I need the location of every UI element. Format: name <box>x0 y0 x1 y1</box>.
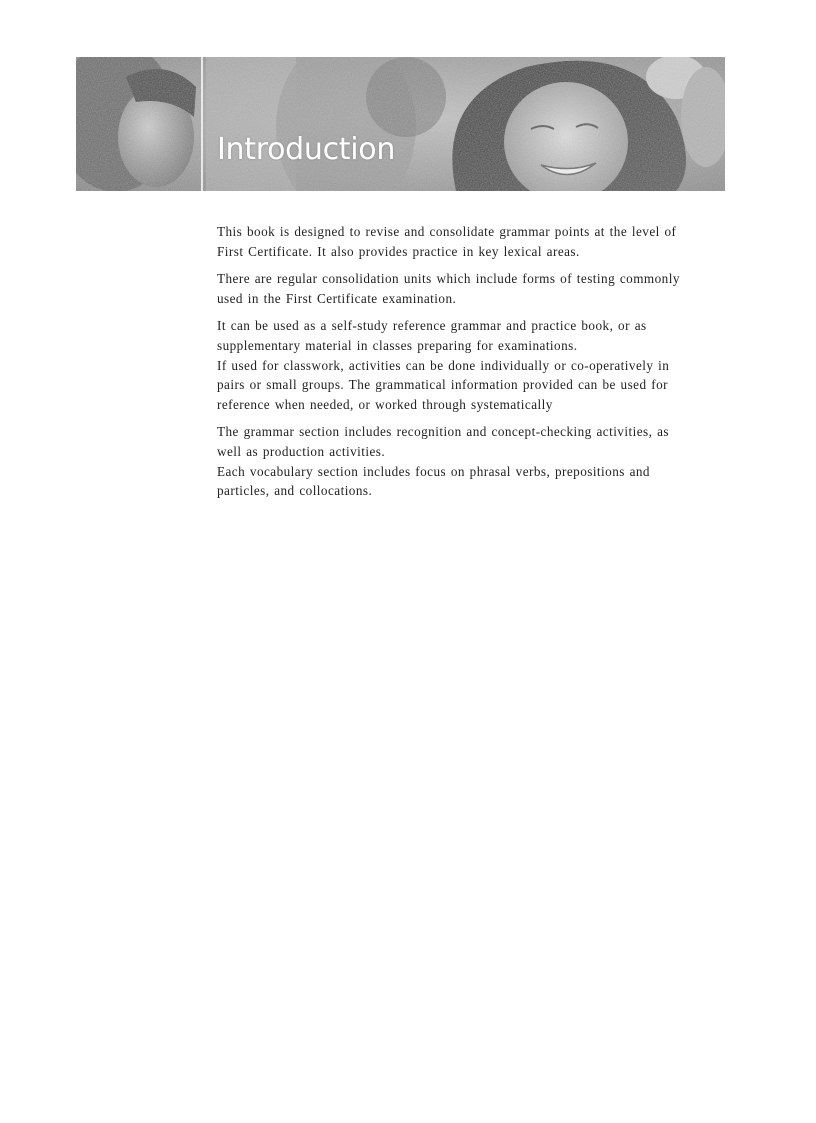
header-photo <box>76 57 725 191</box>
introduction-text <box>217 222 722 509</box>
text-line: This book is designed to revise and consolidate grammar points at the level of <box>217 224 677 239</box>
text-line: First Certificate. It also provides practice in key lexical areas. <box>217 243 580 259</box>
text-line: If used for classwork, activities can be done individually or co-operatively in <box>217 357 670 373</box>
paragraph <box>217 422 722 500</box>
text-line: It can be used as a self-study reference grammar and practice book, or as <box>217 318 647 334</box>
text-line: Each vocabulary section includes focus on phrasal verbs, prepositions and <box>217 463 650 479</box>
text-line: pairs or small groups. The grammatical information provided can be used for <box>217 377 669 393</box>
text-line: well as production activities. <box>217 443 386 459</box>
paragraph <box>217 316 722 414</box>
text-line: There are regular consolidation units which include forms of testing commonly <box>217 271 680 287</box>
text-line: supplementary material in classes preparing for examinations. <box>217 337 578 353</box>
text-line: The grammar section includes recognition and concept-checking activities, as <box>217 424 669 440</box>
text-line: particles, and collocations. <box>217 483 373 499</box>
page-title: Introduction <box>217 132 396 167</box>
text-line: reference when needed, or worked through systematically <box>217 396 553 412</box>
header-banner <box>76 57 725 191</box>
paragraph <box>217 269 722 308</box>
text-line: used in the First Certificate examination. <box>217 290 457 306</box>
paragraph <box>217 222 722 261</box>
banner-divider <box>201 57 203 191</box>
